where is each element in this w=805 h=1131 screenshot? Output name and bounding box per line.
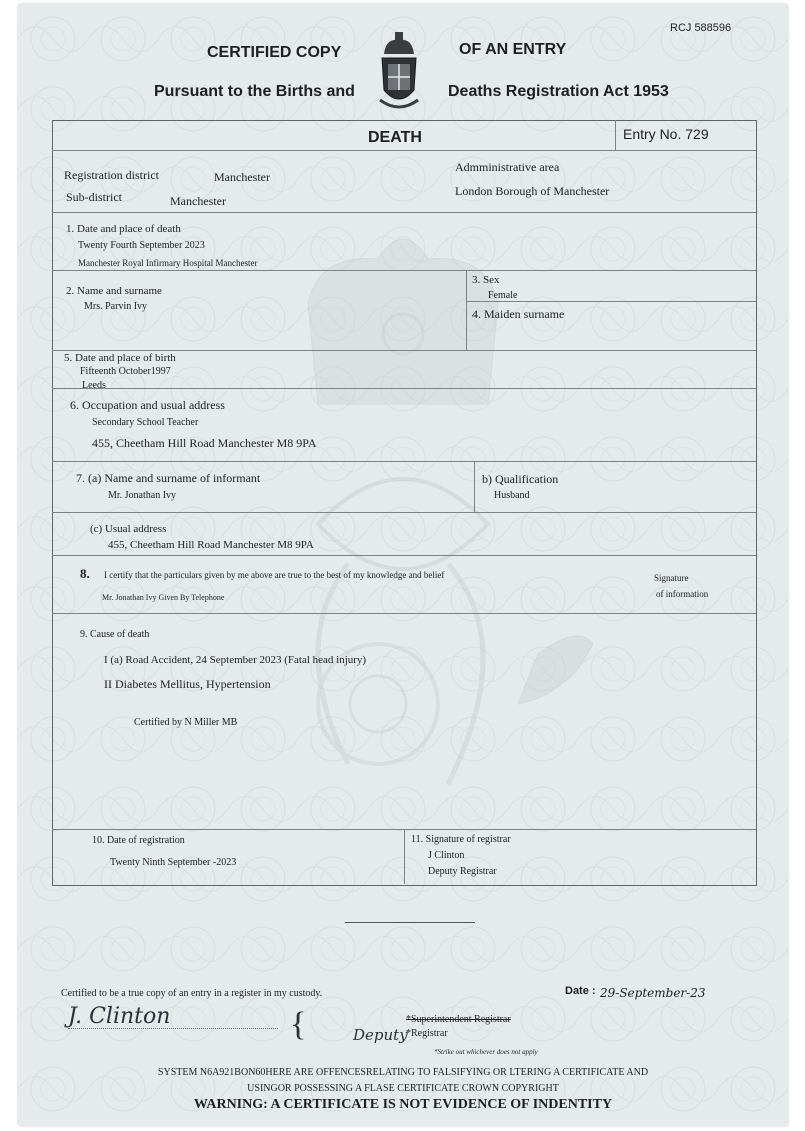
certify-by: Mr. Jonathan Ivy Given By Telephone <box>102 593 225 602</box>
birth-date: Fifteenth October1997 <box>80 366 171 377</box>
sex-value: Female <box>488 290 518 301</box>
sex-label: 3. Sex <box>472 274 500 286</box>
informant-value: Mr. Jonathan Ivy <box>108 490 177 501</box>
birth-label: 5. Date and place of birth <box>64 352 176 364</box>
certified-by: Certified by N Miller MB <box>134 717 238 728</box>
registration-date-label: 10. Date of registration <box>92 835 185 846</box>
sub-district-value: Manchester <box>170 194 226 208</box>
cause-label: 9. Cause of death <box>80 629 150 640</box>
death-date: Twenty Fourth September 2023 <box>78 240 205 251</box>
name-label: 2. Name and surname <box>66 285 162 297</box>
death-place: Manchester Royal Infirmary Hospital Manchester <box>78 258 258 268</box>
serial-number: RCJ 588596 <box>670 22 732 34</box>
royal-crest-icon <box>374 30 424 116</box>
registrar-title: Deputy Registrar <box>428 866 497 877</box>
signature-label: Signature <box>654 573 689 583</box>
occupation-label: 6. Occupation and usual address <box>70 398 225 412</box>
date-label: Date : <box>565 985 596 997</box>
cause-line-1: I (a) Road Accident, 24 September 2023 (Fatal head injury) <box>104 654 367 666</box>
informant-label: 7. (a) Name and surname of informant <box>76 471 261 485</box>
header-subtitle-left: Pursuant to the Births and <box>154 83 355 100</box>
registrar-label: 11. Signature of registrar <box>411 834 511 845</box>
entry-number: Entry No. 729 <box>623 126 709 142</box>
header-title-right: OF AN ENTRY <box>459 41 567 58</box>
warning-main: WARNING: A CERTIFICATE IS NOT EVIDENCE OF INDENTITY <box>193 1097 613 1112</box>
qualification-label: b) Qualification <box>482 472 559 486</box>
certify-number: 8. <box>80 566 90 581</box>
strike-note: *Strike out whichever does not apply <box>434 1048 538 1056</box>
brace-mark: { <box>290 1006 307 1043</box>
certified-true-copy: Certified to be a true copy of an entry in a register in my custody. <box>61 988 323 999</box>
warning-line-2: USINGOR POSSESSING A FLASE CERTIFICATE CROWN COPYRIGHT <box>247 1083 559 1094</box>
registrar-signature: J. Clinton <box>68 1004 171 1029</box>
registrar-name: J Clinton <box>428 850 465 861</box>
handwritten-role: Deputy <box>353 1026 408 1044</box>
header-title-left: CERTIFIED COPY <box>207 44 342 61</box>
sub-district-label: Sub-district <box>66 190 122 204</box>
signature-sublabel: of information <box>656 589 709 599</box>
registrar-option: *Registrar <box>406 1028 448 1039</box>
certify-text: I certify that the particulars given by me above are true to the best of my knowledge and belief <box>104 570 445 580</box>
name-value: Mrs. Parvin Ivy <box>84 301 148 312</box>
registration-date-value: Twenty Ninth September -2023 <box>110 857 237 868</box>
birth-place: Leeds <box>82 380 106 391</box>
certificate-sheet <box>18 4 788 1126</box>
maiden-label: 4. Maiden surname <box>472 307 565 321</box>
qualification-value: Husband <box>494 490 530 501</box>
record-type: DEATH <box>368 129 422 146</box>
death-label: 1. Date and place of death <box>66 223 181 235</box>
warning-line-1: SYSTEM N6A921BON60HERE ARE OFFENCESRELATING TO FALSIFYING OR LTERING A CERTIFICATE AND <box>157 1067 649 1078</box>
admin-area-label: Admministrative area <box>455 160 560 174</box>
admin-area-value: London Borough of Manchester <box>455 184 610 198</box>
informant-address-value: 455, Cheetham Hill Road Manchester M8 9PA <box>108 539 314 551</box>
registration-district-value: Manchester <box>214 170 270 184</box>
address-value: 455, Cheetham Hill Road Manchester M8 9PA <box>92 436 317 450</box>
header-subtitle-right: Deaths Registration Act 1953 <box>448 83 669 100</box>
superintendent-registrar: *Superintendent Registrar <box>406 1014 511 1025</box>
informant-address-label: (c) Usual address <box>90 523 167 535</box>
registration-district-label: Registration district <box>64 168 159 182</box>
occupation-value: Secondary School Teacher <box>92 417 199 428</box>
cause-line-2: II Diabetes Mellitus, Hypertension <box>104 677 271 691</box>
date-value: 29-September-23 <box>600 986 706 1000</box>
